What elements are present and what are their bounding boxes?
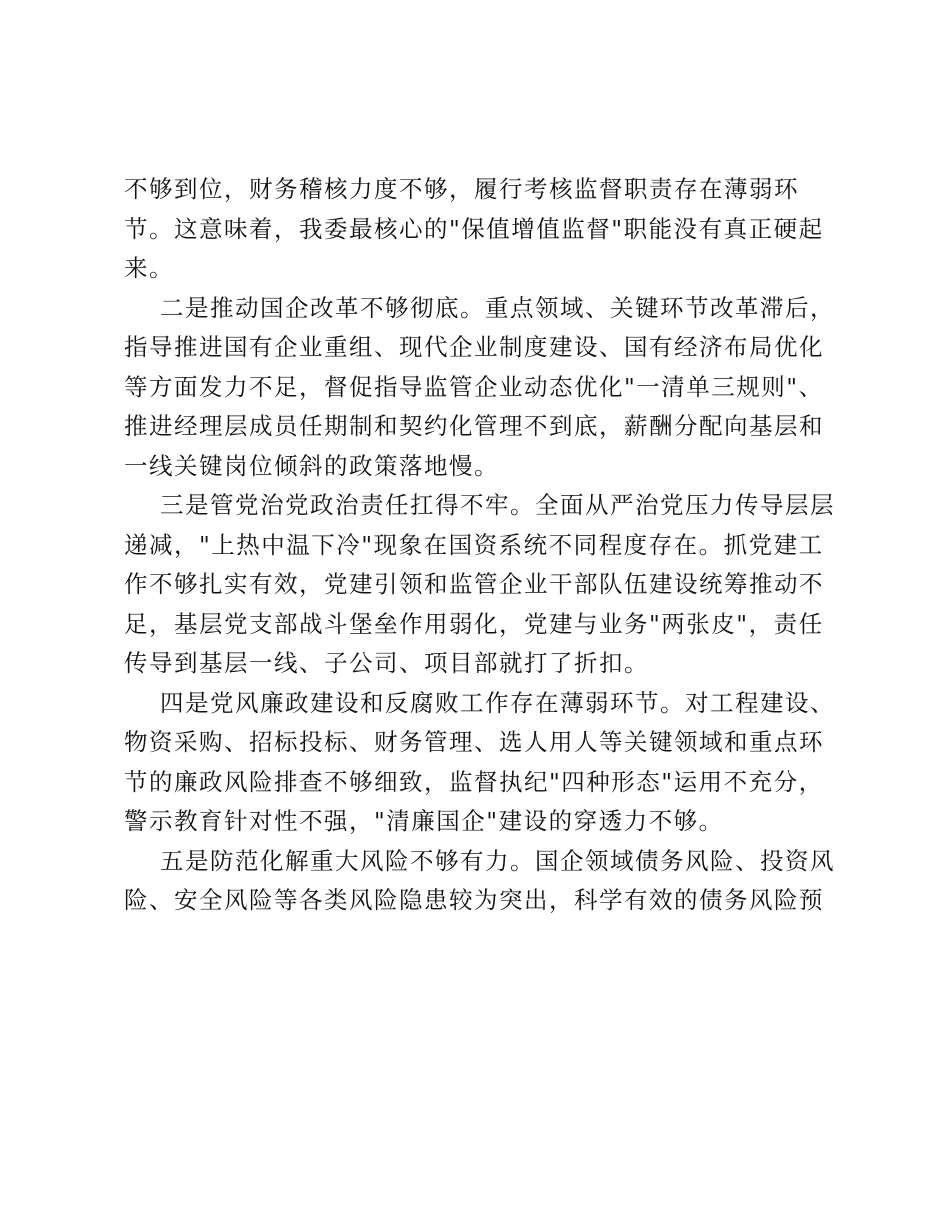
text-line: 物资采购、招标投标、财务管理、选人用人等关键领域和重点环 — [124, 728, 824, 756]
text-line: 节的廉政风险排查不够细致，监督执纪"四种形态"运用不充分， — [124, 767, 824, 796]
text-line: 指导推进国有企业重组、现代企业制度建设、国有经济布局优化 — [124, 333, 824, 361]
text-line: 作不够扎实有效，党建引领和监管企业干部队伍建设统筹推动不 — [124, 570, 824, 598]
text-line: 等方面发力不足，督促指导监管企业动态优化"一清单三规则"、 — [124, 372, 824, 401]
text-line: 推进经理层成员任期制和契约化管理不到底，薪酬分配向基层和 — [124, 412, 824, 440]
text-line: 警示教育针对性不强，"清廉国企"建设的穿透力不够。 — [124, 807, 724, 835]
body-text — [124, 170, 835, 921]
paragraph-start-line: 二是推动国企改革不够彻底。重点领域、关键环节改革滞后， — [160, 293, 835, 322]
text-line: 不够到位，财务稽核力度不够，履行考核监督职责存在薄弱环 — [124, 175, 799, 203]
text-line: 险、安全风险等各类风险隐患较为突出，科学有效的债务风险预 — [124, 886, 824, 914]
paragraph-start-line: 三是管党治党政治责任扛得不牢。全面从严治党压力传导层层 — [160, 491, 835, 519]
paragraph-start-line: 四是党风廉政建设和反腐败工作存在薄弱环节。对工程建设、 — [160, 688, 835, 717]
text-line: 传导到基层一线、子公司、项目部就打了折扣。 — [124, 649, 649, 677]
text-line: 节。这意味着，我委最核心的"保值增值监督"职能没有真正硬起 — [124, 214, 824, 243]
text-line: 一线关键岗位倾斜的政策落地慢。 — [124, 451, 499, 480]
text-line: 递减，"上热中温下冷"现象在国资系统不同程度存在。抓党建工 — [124, 530, 824, 559]
paragraph-start-line: 五是防范化解重大风险不够有力。国企领域债务风险、投资风 — [160, 846, 835, 875]
text-line: 足，基层党支部战斗堡垒作用弱化，党建与业务"两张皮"，责任 — [124, 609, 824, 638]
text-line: 来。 — [124, 254, 174, 282]
